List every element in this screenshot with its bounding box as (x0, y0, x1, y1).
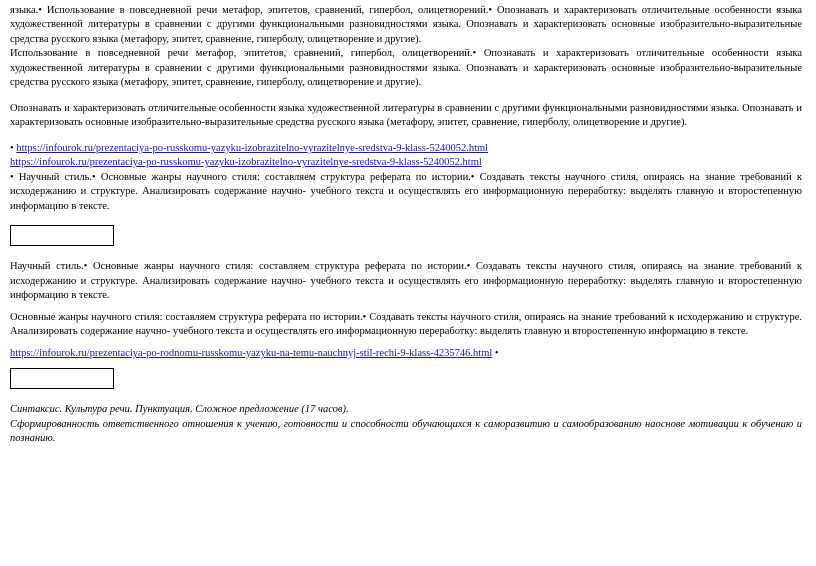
bulleted-link-line-1 (10, 142, 802, 156)
bullet-glyph: • (10, 142, 14, 154)
paragraph-6: Научный стиль.• Основные жанры научного стиля: составляем структура реферата по истории.• Создавать тексты научного стиля, опираясь на знание требований к исходержанию и структуре. Анализировать содержание научно- учебного текста и осуществлять его информационную переработку: выделять главную и второстепенную информацию в тексте. (10, 261, 802, 302)
spacer (10, 91, 802, 102)
presentation-link-2[interactable]: https://infourok.ru/prezentaciya-po-russkomu-yazyku-izobrazitelno-vyrazitelnye-sredstva-9-klass-5240052.html (10, 157, 482, 169)
spacer (10, 304, 802, 311)
spacer (10, 396, 802, 403)
spacer (10, 253, 802, 260)
link-line-2 (10, 156, 802, 170)
bullet-glyph-2: • (494, 347, 499, 359)
spacer (10, 131, 802, 142)
paragraph-9-with-link (10, 347, 802, 361)
presentation-link-1[interactable]: https://infourok.ru/prezentaciya-po-russkomu-yazyku-izobrazitelno-vyrazitelnye-sredstva-9-klass-5240052.html (16, 142, 489, 154)
presentation-link-4[interactable]: https://infourok.ru/prezentaciya-po-rodnomu-russkomu-yazyku-na-temu-nauchnyj-stil-rechi-9-klass-4235746.html (10, 347, 493, 359)
text-input-box-2[interactable] (10, 368, 114, 389)
paragraph-1: языка.• Использование в повседневной речи метафор, эпитетов, сравнений, гипербол, олицетворений.• Опознавать и характеризовать отличительные особенности языка художественной литературы в сравнении с другими функциональными разновидностями языка. Опознавать и характеризовать основные изобразительно-выразительные средства русского языка (метафору, эпитет, сравнение, гиперболу, олицетворение и другие). (10, 5, 802, 45)
paragraph-10: Синтаксис. Культура речи. Пунктуация. Сложное предложение (17 часов). (10, 404, 349, 416)
paragraph-4: • Научный стиль.• Основные жанры научного стиля: составляем структура реферата по истории.• Создавать тексты научного стиля, опираясь на знание требований к исходержанию и структуре. Анализировать содержание научно- учебного текста и осуществлять его информационную переработку: выделять главную и второстепенную информацию в тексте. (10, 171, 802, 212)
spacer (10, 340, 802, 347)
spacer (10, 214, 802, 225)
spacer (10, 246, 802, 253)
paragraph-11: Сформированность ответственного отношения к учению, готовности и способности обучающихся к саморазвитию и самообразованию наоснове мотивации к обучению и познанию. (10, 418, 802, 445)
paragraph-2: Использование в повседневной речи метафор, эпитетов, сравнений, гипербол, олицетворений.• Опознавать и характеризовать отличительные особенности языка художественной литературы в сравнении с другими функциональными разновидностями языка. Опознавать и характеризовать основные изобразительно-выразительные средства русского языка (метафору, эпитет, сравнение, гиперболу, олицетворение и другие). (10, 48, 802, 89)
text-input-box-1[interactable] (10, 225, 114, 246)
paragraph-3: Опознавать и характеризовать отличительные особенности языка художественной литературы в сравнении с другими функциональными разновидностями языка. Опознавать и характеризовать основные изобразительно-выразительные средства русского языка (метафору, эпитет, сравнение, гиперболу, олицетворение и другие). (10, 102, 802, 129)
paragraph-7: Основные жанры научного стиля: составляем структура реферата по истории.• Создавать тексты научного стиля, опираясь на знание требований к исходержанию и структуре. Анализировать содержание научно- учебного текста и осуществлять его информационную переработку: выделять главную и второстепенную информацию в тексте. (10, 311, 802, 338)
spacer (10, 361, 802, 368)
spacer (10, 389, 802, 396)
